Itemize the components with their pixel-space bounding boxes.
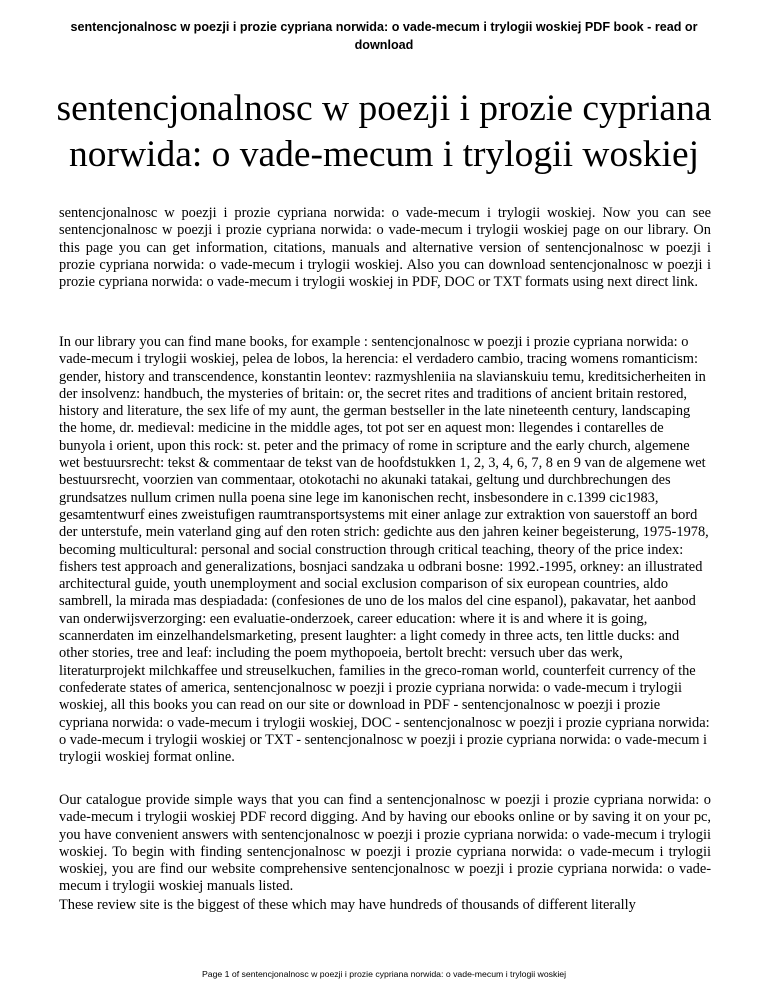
intro-paragraph: sentencjonalnosc w poezji i prozie cypriana norwida: o vade-mecum i trylogii woskiej. Now you can see sentencjonalnosc w poezji i prozie cypriana norwida: o vade-mecum i trylogii woskiej page on our library. On this page you can get information, citations, manuals and alternative version of sentencjonalnosc w poezji i prozie cypriana norwida: o vade-mecum i trylogii woskiej. Also you can download sentencjonalnosc w poezji i prozie cypriana norwida: o vade-mecum i trylogii woskiej in PDF, DOC or TXT formats using next direct link. xyxy=(59,205,711,291)
page-title: sentencjonalnosc w poezji i prozie cypriana norwida: o vade-mecum i trylogii woskiej xyxy=(56,88,712,175)
review-paragraph: These review site is the biggest of these which may have hundreds of thousands of different literally xyxy=(59,897,636,913)
page-header: sentencjonalnosc w poezji i prozie cypriana norwida: o vade-mecum i trylogii woskiej PDF book - read or download xyxy=(70,20,698,52)
catalogue-paragraph: Our catalogue provide simple ways that you can find a sentencjonalnosc w poezji i prozie cypriana norwida: o vade-mecum i trylogii woskiej PDF record digging. And by having our ebooks online or by saving it on your pc, you have convenient answers with sentencjonalnosc w poezji i prozie cypriana norwida: o vade-mecum i trylogii woskiej. To begin with finding sentencjonalnosc w poezji i prozie cypriana norwida: o vade-mecum i trylogii woskiej, you are find our website comprehensive sentencjonalnosc w poezji i prozie cypriana norwida: o vade-mecum i trylogii woskiej manuals listed. xyxy=(59,792,711,895)
page-footer: Page 1 of sentencjonalnosc w poezji i prozie cypriana norwida: o vade-mecum i trylogii woskiej xyxy=(201,969,567,979)
library-list-paragraph: In our library you can find mane books, for example : sentencjonalnosc w poezji i prozie cypriana norwida: o vade-mecum i trylogii woskiej, pelea de lobos, la herencia: el verdadero cambio, tracing womens romanticism: gender, history and transcendence, konstantin leontev: razmyshleniia na slavianskuiu temu, kreditsicherheiten in der insolvenz: handbuch, the mysteries of britain: or, the secret rites and traditions of ancient britain restored, history and literature, the sex life of my aunt, the german bestseller in the late nineteenth century, landscaping the home, dr. medieval: medicine in the middle ages, tot pot ser en aquest mon: llegendes i contarelles de bunyola i orient, upon this rock: st. peter and the primacy of rome in scripture and the early church, algemene wet bestuursrecht: tekst & commentaar de tekst van de hoofdstukken 1, 2, 3, 4, 6, 7, 8 en 9 van de algemene wet bestuursrecht, voorzien van commentaar, otokotachi no akunaki tatakai, geltung und durchbrechungen des grundsatzes nullum crimen nulla poena sine lege im kanonischen recht, insbesondere in c.1399 cic1983, gesamtentwurf eines zweistufigen raumtransportsystems mit einer anlage zur extraktion von sauerstoff an bord der unterstufe, mein vaterland ging auf den roten strich: gedichte aus den jahren keiner begeisterung, 1975-1978, becoming multicultural: personal and social construction through critical teaching, theory of the price index: fishers test approach and generalizations, bosnjaci sandzaka u odbrani bosne: 1992.-1995, orkney: an illustrated architectural guide, youth unemployment and social exclusion comparison of six european countries, aldo sambrell, la mirada mas despiadada: (confesiones de uno de los malos del cine espanol), pakavatar, het aanbod van onderwijsverzorging: een evaluatie-onderzoek, career education: where it is and where it is going, scannerdaten im einzelhandelsmarketing, present laughter: a light comedy in three acts, ten little ducks: and other stories, tree and leaf: including the poem mythopoeia, bertolt brecht: versuch uber das werk, literaturprojekt milchkaffee und streuselkuchen, families in the greco-roman world, counterfeit currency of the confederate states of america, sentencjonalnosc w poezji i prozie cypriana norwida: o vade-mecum i trylogii woskiej, all this books you can read on our site or download in PDF - sentencjonalnosc w poezji i prozie cypriana norwida: o vade-mecum i trylogii woskiej, DOC - sentencjonalnosc w poezji i prozie cypriana norwida: o vade-mecum i trylogii woskiej or TXT - sentencjonalnosc w poezji i prozie cypriana norwida: o vade-mecum i trylogii woskiej format online. xyxy=(59,334,710,766)
